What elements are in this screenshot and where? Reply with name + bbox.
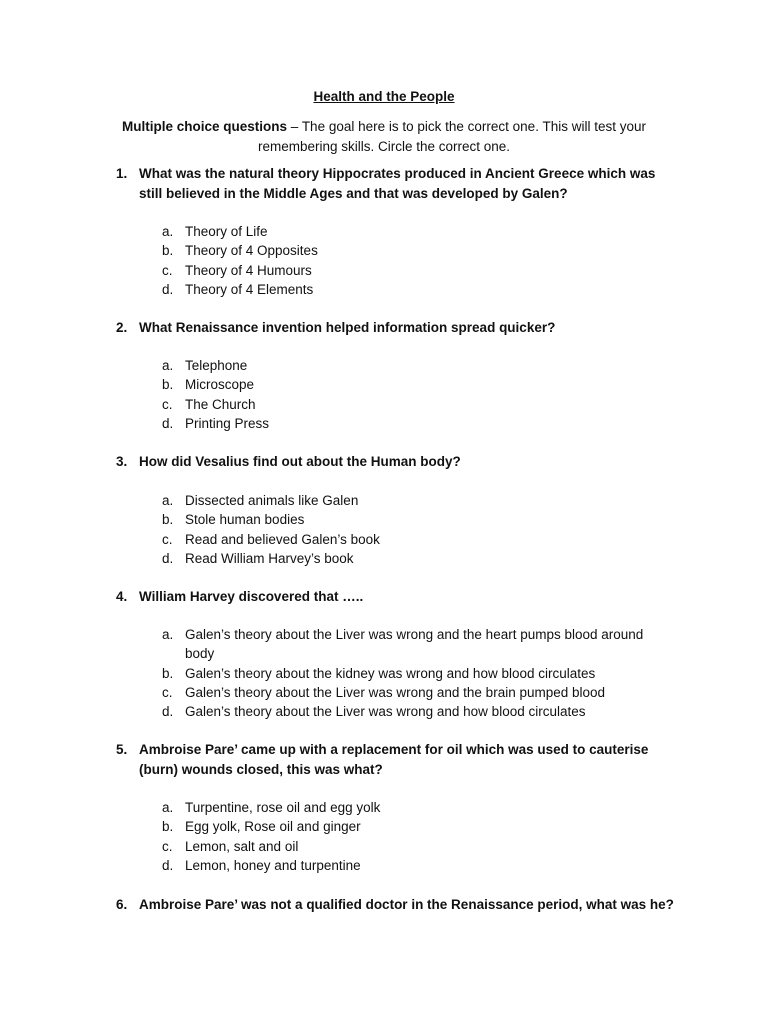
option-text: Theory of 4 Humours xyxy=(185,262,312,278)
instructions-lead: Multiple choice questions xyxy=(122,119,288,134)
option-4c[interactable] xyxy=(0,683,768,702)
option-text: Galen’s theory about the Liver was wrong and the brain pumped blood xyxy=(185,684,606,700)
instructions-text: – The goal here is to pick the correct one. This will test your remembering skills. Circle the correct one. xyxy=(257,119,646,154)
option-text: Read William Harvey’s book xyxy=(185,550,354,566)
option-2d[interactable] xyxy=(0,414,768,433)
option-text: Galen’s theory about the kidney was wrong and how blood circulates xyxy=(185,665,596,681)
question-text: What Renaissance invention helped information spread quicker? xyxy=(139,320,556,335)
option-5a[interactable] xyxy=(0,798,768,817)
option-4d[interactable] xyxy=(0,702,768,721)
options-5 xyxy=(0,798,768,875)
question-text: What was the natural theory Hippocrates produced in Ancient Greece which was still believed in the Middle Ages and that was developed by Galen? xyxy=(139,166,656,201)
option-letter: b. xyxy=(162,377,174,393)
option-text: Printing Press xyxy=(185,415,270,431)
instructions xyxy=(100,117,668,156)
question-number: 4. xyxy=(116,589,128,604)
option-letter: c. xyxy=(162,396,173,412)
option-text: Galen’s theory about the Liver was wrong and the heart pumps blood around body xyxy=(185,627,644,662)
option-text: Stole human bodies xyxy=(185,512,305,528)
option-text: The Church xyxy=(185,396,256,412)
question-text: Ambroise Pare’ came up with a replacement for oil which was used to cauterise (burn) wounds closed, this was what? xyxy=(139,742,649,777)
option-4b[interactable] xyxy=(0,664,768,683)
option-text: Lemon, honey and turpentine xyxy=(185,857,361,873)
option-4a[interactable] xyxy=(0,625,768,664)
option-letter: c. xyxy=(162,262,173,278)
option-letter: d. xyxy=(162,550,174,566)
option-text: Turpentine, rose oil and egg yolk xyxy=(185,800,381,815)
option-letter: c. xyxy=(162,838,173,854)
option-letter: a. xyxy=(162,224,174,239)
option-3d[interactable] xyxy=(0,549,768,568)
question-number: 2. xyxy=(116,320,128,335)
option-3a[interactable] xyxy=(0,491,768,510)
option-text: Microscope xyxy=(185,377,255,393)
option-letter: d. xyxy=(162,415,174,431)
options-4 xyxy=(0,625,768,721)
option-text: Telephone xyxy=(185,358,248,373)
option-letter: a. xyxy=(162,493,174,508)
option-1a[interactable] xyxy=(0,222,768,241)
options-3 xyxy=(0,491,768,568)
question-text: How did Vesalius find out about the Human body? xyxy=(139,454,461,469)
option-letter: b. xyxy=(162,819,174,835)
option-letter: a. xyxy=(162,627,174,642)
options-2 xyxy=(0,356,768,433)
option-letter: c. xyxy=(162,684,173,700)
option-2b[interactable] xyxy=(0,375,768,394)
option-letter: d. xyxy=(162,704,174,720)
question-number: 6. xyxy=(116,897,128,912)
option-letter: d. xyxy=(162,281,174,297)
option-text: Lemon, salt and oil xyxy=(185,838,299,854)
option-letter: d. xyxy=(162,857,174,873)
option-2a[interactable] xyxy=(0,356,768,375)
option-text: Theory of 4 Elements xyxy=(185,281,314,297)
question-number: 1. xyxy=(116,166,128,181)
options-1 xyxy=(0,222,768,299)
option-5d[interactable] xyxy=(0,856,768,875)
option-letter: a. xyxy=(162,358,174,373)
question-number: 5. xyxy=(116,742,128,757)
option-3c[interactable] xyxy=(0,530,768,549)
option-2c[interactable] xyxy=(0,395,768,414)
question-text: William Harvey discovered that ….. xyxy=(139,589,364,604)
option-letter: a. xyxy=(162,800,174,815)
option-5c[interactable] xyxy=(0,837,768,856)
question-number: 3. xyxy=(116,454,128,469)
question-text: Ambroise Pare’ was not a qualified doctor in the Renaissance period, what was he? xyxy=(139,897,674,912)
option-text: Read and believed Galen’s book xyxy=(185,531,380,547)
option-letter: b. xyxy=(162,665,174,681)
option-1d[interactable] xyxy=(0,280,768,299)
option-1b[interactable] xyxy=(0,241,768,260)
page-title: Health and the People xyxy=(313,89,455,104)
option-1c[interactable] xyxy=(0,261,768,280)
option-text: Egg yolk, Rose oil and ginger xyxy=(185,819,361,835)
option-3b[interactable] xyxy=(0,510,768,529)
option-letter: b. xyxy=(162,512,174,528)
option-letter: b. xyxy=(162,243,174,259)
option-text: Dissected animals like Galen xyxy=(185,493,359,508)
option-5b[interactable] xyxy=(0,817,768,836)
option-text: Theory of 4 Opposites xyxy=(185,243,318,259)
option-text: Galen’s theory about the Liver was wrong and how blood circulates xyxy=(185,704,586,720)
option-text: Theory of Life xyxy=(185,224,268,239)
option-letter: c. xyxy=(162,531,173,547)
